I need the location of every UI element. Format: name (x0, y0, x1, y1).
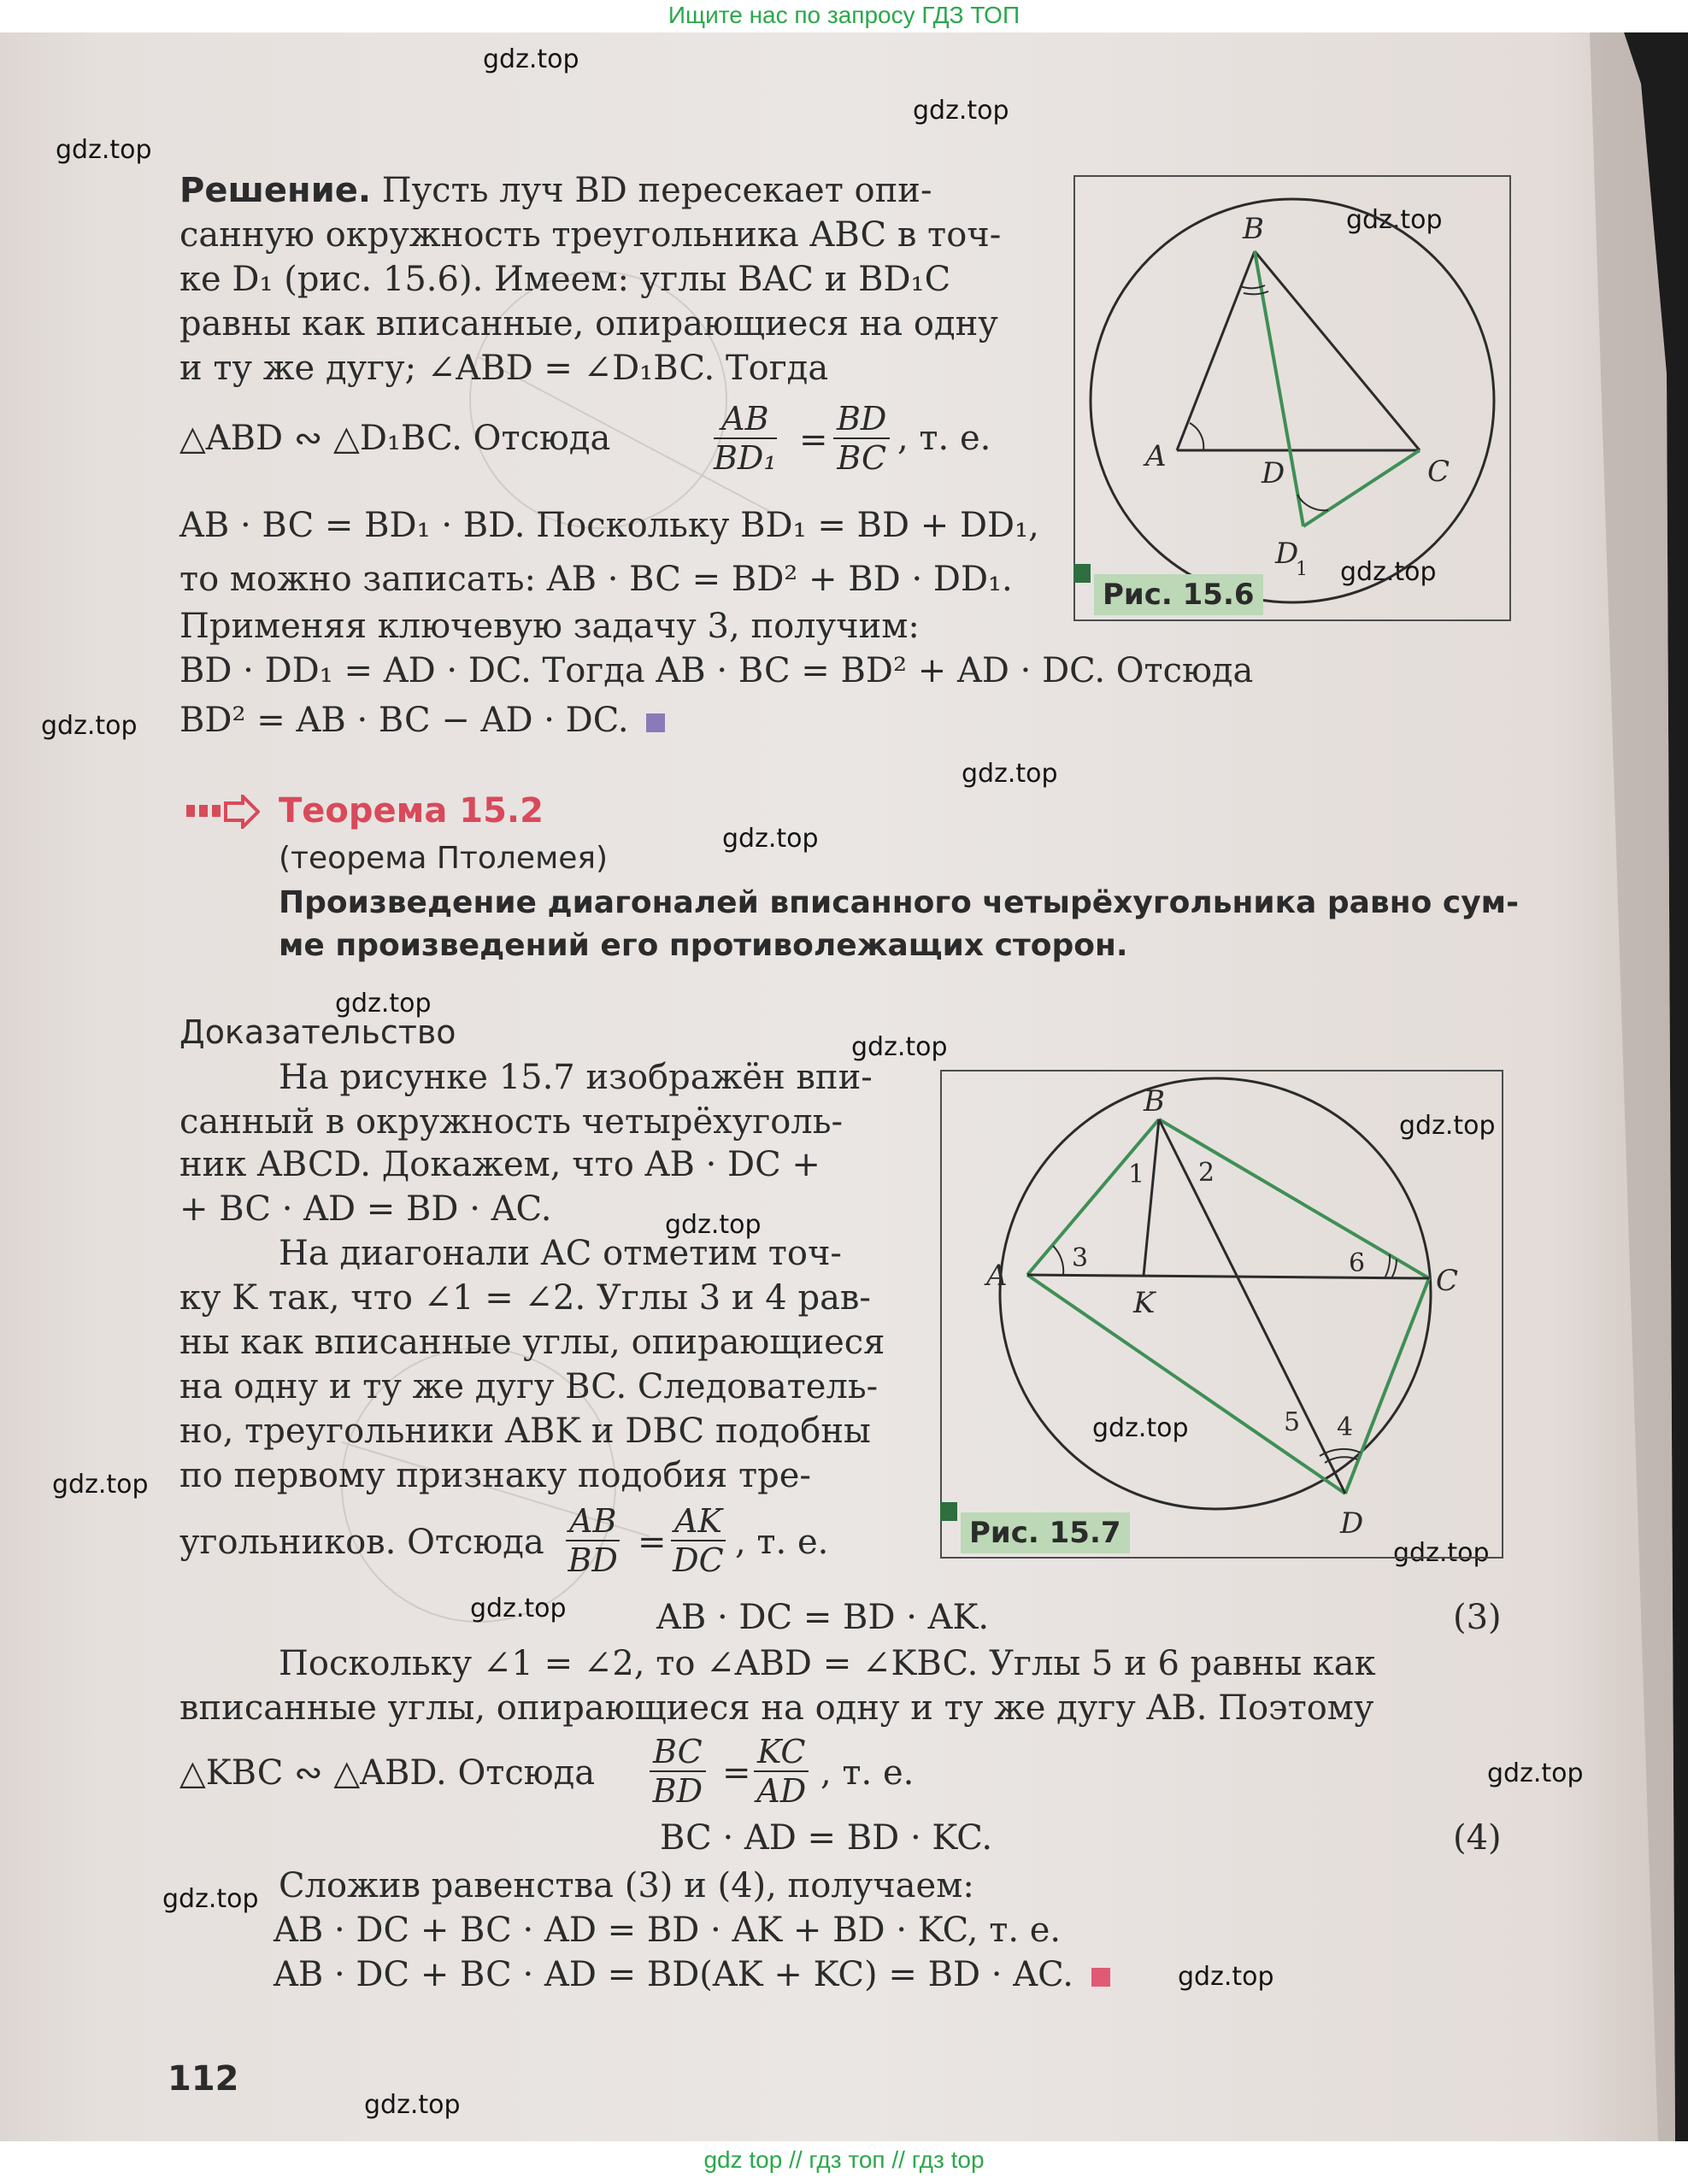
solution-label: Решение. (179, 171, 372, 210)
solution-line-8: то можно записать: AB · BC = BD² + BD · DD₁. (179, 560, 1013, 599)
fraction-ab-bd1 (714, 400, 777, 477)
proof-line-15: Сложив равенства (3) и (4), получаем: (279, 1866, 974, 1905)
angle-label-3: 3 (1072, 1243, 1089, 1273)
angle-label-4: 4 (1337, 1412, 1354, 1442)
fraction-numerator: KC (754, 1733, 809, 1772)
solution-line-2: санную окружность треугольника ABC в точ- (179, 215, 1002, 255)
proof-line-2: санный в окружность четырёхуголь- (179, 1102, 843, 1142)
watermark: gdz.top (1340, 557, 1437, 587)
final-equation: AB · DC + BC · AD = BD(AK + KC) = BD · AC. (273, 1955, 1073, 1994)
solution-line-6a: △ABD ∾ △D₁BC. Отсюда (179, 419, 611, 458)
angle-label-6: 6 (1349, 1248, 1366, 1278)
figure-15-6-caption: Рис. 15.6 (1094, 574, 1263, 615)
end-of-solution-mark (646, 713, 665, 732)
fraction-bc-bd (650, 1733, 706, 1810)
equation-3-number: (3) (1453, 1598, 1502, 1637)
top-banner[interactable]: Ищите нас по запросу ГДЗ ТОП (668, 2, 1020, 28)
solution-line-3: ке D₁ (рис. 15.6). Имеем: углы BAC и BD₁C (179, 260, 951, 299)
proof-line-7: ны как вписанные углы, опирающиеся (179, 1323, 885, 1362)
proof-line-10: по первому признаку подобия тре- (179, 1456, 811, 1495)
proof-line-11a: угольников. Отсюда (179, 1523, 544, 1562)
fraction-numerator: AB (566, 1502, 620, 1541)
fraction-ab-bd (566, 1502, 620, 1579)
label-c: C (1427, 455, 1450, 489)
watermark: gdz.top (913, 96, 1009, 126)
solution-line-7: AB · BC = BD₁ · BD. Поскольку BD₁ = BD + DD₁, (179, 506, 1039, 545)
theorem-title: Теорема 15.2 (279, 791, 544, 831)
watermark: gdz.top (722, 824, 819, 854)
label-d: D (1340, 1506, 1364, 1541)
watermark: gdz.top (483, 44, 579, 74)
watermark: gdz.top (1178, 1962, 1274, 1992)
watermark: gdz.top (1393, 1538, 1490, 1568)
watermark: gdz.top (1092, 1413, 1189, 1443)
label-a: A (1145, 439, 1167, 473)
caption-marker (940, 1502, 957, 1521)
figure-15-7 (940, 1070, 1503, 1559)
equals-sign: = (722, 1753, 751, 1793)
label-b: B (1144, 1084, 1165, 1118)
fraction-numerator: BD (833, 400, 890, 439)
proof-line-5: На диагонали AC отметим точ- (279, 1234, 842, 1273)
proof-line-14b: , т. е. (820, 1753, 915, 1793)
proof-line-13: вписанные углы, опирающиеся на одну и ту же дугу AB. Поэтому (179, 1688, 1374, 1728)
proof-line-4: + BC · AD = BD · AC. (179, 1189, 552, 1229)
figure-15-6-drawing (1075, 177, 1509, 619)
solution-line-4: равны как вписанные, опирающиеся на одну (179, 304, 998, 343)
proof-line-9: но, треугольники ABK и DBC подобны (179, 1412, 871, 1451)
watermark: gdz.top (364, 2090, 461, 2120)
theorem-arrow-icon (186, 795, 260, 829)
equation-3: AB · DC = BD · AK. (656, 1598, 990, 1637)
equation-4: BC · AD = BD · KC. (660, 1818, 993, 1858)
watermark: gdz.top (41, 711, 138, 741)
solution-line-10: BD · DD₁ = AD · DC. Тогда AB · BC = BD² + AD · DC. Отсюда (179, 651, 1254, 690)
solution-final-equation: BD² = AB · BC − AD · DC. (179, 701, 629, 740)
solution-line-6b: , т. е. (897, 419, 991, 458)
solution-line-5: и ту же дугу; ∠ABD = ∠D₁BC. Тогда (179, 349, 829, 388)
proof-line-3: ник ABCD. Докажем, что AB · DC + (179, 1145, 820, 1184)
fraction-denominator: BD (652, 1772, 703, 1810)
watermark: gdz.top (851, 1032, 948, 1062)
fraction-numerator: BC (650, 1733, 706, 1772)
fraction-numerator: AK (671, 1502, 726, 1541)
watermark: gdz.top (335, 989, 432, 1019)
theorem-statement-2: ме произведений его противолежащих сторон. (279, 928, 1128, 963)
end-of-proof-mark (1091, 1968, 1110, 1987)
theorem-subtitle: (теорема Птолемея) (279, 841, 609, 876)
solution-line-11 (179, 701, 665, 740)
proof-line-6: ку K так, что ∠1 = ∠2. Углы 3 и 4 рав- (179, 1278, 871, 1318)
figure-15-6 (1073, 175, 1511, 621)
figure-15-7-caption: Рис. 15.7 (961, 1512, 1130, 1553)
watermark: gdz.top (162, 1884, 259, 1914)
proof-heading: Доказательство (179, 1013, 456, 1051)
watermark: gdz.top (470, 1594, 567, 1623)
fraction-bd-bc (833, 400, 890, 477)
angle-label-2: 2 (1198, 1158, 1215, 1188)
label-b: B (1243, 212, 1264, 246)
fraction-denominator: DC (673, 1541, 724, 1579)
figure-15-7-drawing (942, 1071, 1502, 1557)
fraction-ak-dc (671, 1502, 726, 1579)
fraction-numerator: AB (714, 400, 777, 439)
fraction-kc-ad (754, 1733, 809, 1810)
proof-line-12: Поскольку ∠1 = ∠2, то ∠ABD = ∠KBC. Углы 5 и 6 равны как (279, 1644, 1376, 1683)
proof-line-1: На рисунке 15.7 изображён впи- (279, 1058, 873, 1097)
proof-line-8: на одну и ту же дугу BC. Следователь- (179, 1367, 879, 1406)
equals-sign: = (638, 1523, 667, 1562)
watermark: gdz.top (1399, 1111, 1496, 1141)
angle-label-5: 5 (1284, 1407, 1301, 1437)
fraction-denominator: BD (568, 1541, 618, 1579)
watermark: gdz.top (52, 1470, 149, 1500)
page-number: 112 (168, 2059, 239, 2099)
bottom-footer[interactable]: gdz top // гдз топ // гдз top (703, 2146, 985, 2173)
label-c: C (1436, 1264, 1459, 1298)
theorem-statement-1: Произведение диагоналей вписанного четырёхугольника равно сум- (279, 885, 1520, 920)
proof-line-17 (273, 1955, 1110, 1994)
equation-4-number: (4) (1453, 1818, 1502, 1858)
solution-line-9: Применяя ключевую задачу 3, получим: (179, 607, 920, 646)
fraction-denominator: BC (837, 439, 887, 477)
watermark: gdz.top (1346, 205, 1443, 235)
page-curl-shadow (1590, 32, 1688, 2141)
label-a: A (986, 1259, 1008, 1293)
label-d1: D (1275, 537, 1299, 571)
label-d1-subscript: 1 (1296, 559, 1308, 580)
label-k: K (1133, 1286, 1156, 1320)
fraction-denominator: BD₁ (714, 439, 777, 477)
watermark: gdz.top (665, 1210, 762, 1240)
angle-label-1: 1 (1128, 1160, 1145, 1189)
proof-line-14a: △KBC ∾ △ABD. Отсюда (179, 1753, 596, 1793)
equals-sign: = (799, 420, 828, 460)
proof-line-16: AB · DC + BC · AD = BD · AK + BD · KC, т. е. (273, 1911, 1062, 1950)
caption-marker (1073, 564, 1091, 583)
solution-text: Пусть луч BD пересекает опи- (381, 171, 932, 210)
fraction-denominator: AD (756, 1772, 807, 1810)
watermark: gdz.top (56, 135, 152, 165)
watermark: gdz.top (962, 759, 1058, 789)
watermark: gdz.top (1487, 1758, 1584, 1788)
solution-line-1 (179, 171, 932, 210)
label-d: D (1262, 456, 1285, 490)
proof-line-11b: , т. е. (735, 1523, 829, 1562)
